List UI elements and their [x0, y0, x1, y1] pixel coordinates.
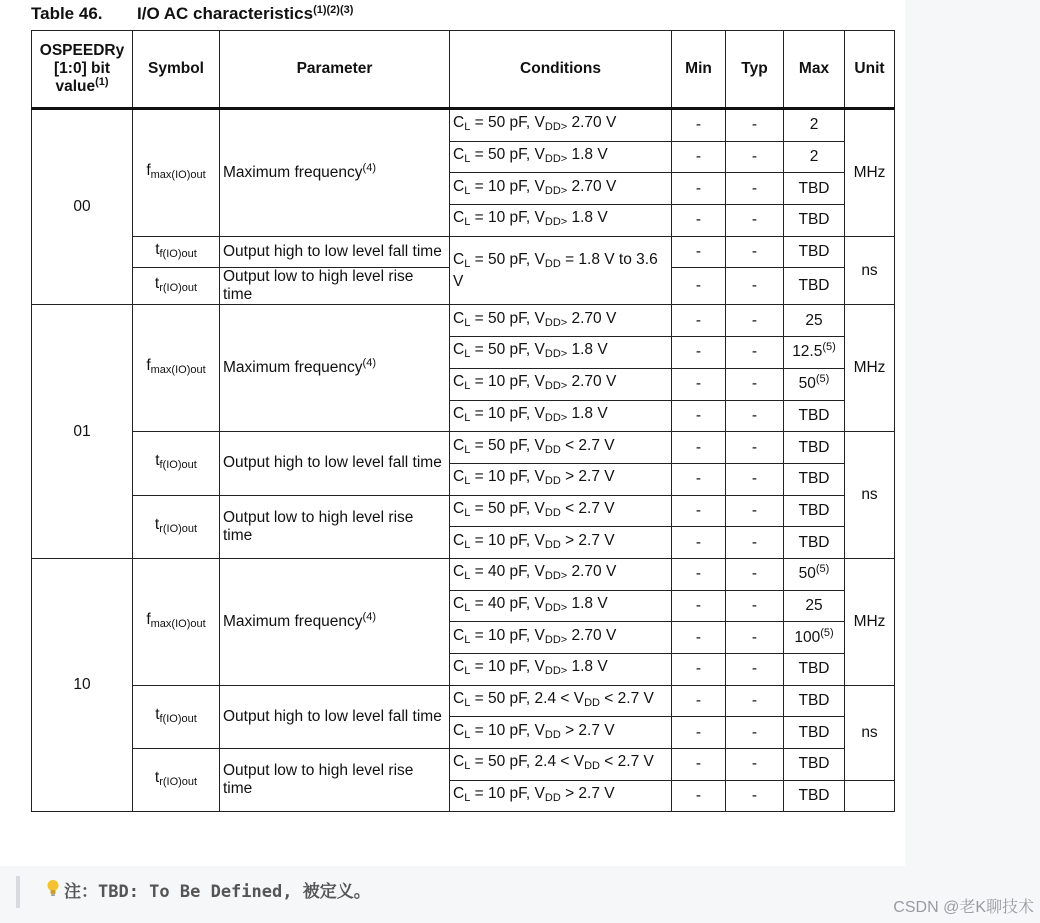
parameter-fall-time: Output high to low level fall time — [220, 236, 450, 268]
typ-value: - — [726, 236, 784, 268]
min-value: - — [672, 527, 726, 559]
max-value: 50$^{(5)}$ — [784, 558, 845, 590]
max-value: TBD — [784, 205, 845, 237]
condition-cell: $C_L = 10$ pF, $V_{DD>}$ 1.8 V — [450, 400, 672, 432]
min-value: - — [672, 780, 726, 812]
min-value: - — [672, 463, 726, 495]
condition-cell: $C_L = 10$ pF, $V_{DD} > 2.7$ V — [450, 527, 672, 559]
header-symbol: Symbol — [133, 31, 220, 109]
tip-text: 注：TBD: To Be Defined, 被定义。 — [64, 882, 371, 902]
io-ac-table — [31, 30, 895, 812]
condition-cell: $C_L = 10$ pF, $V_{DD>}$ 1.8 V — [450, 654, 672, 686]
max-value: TBD — [784, 432, 845, 464]
typ-value: - — [726, 463, 784, 495]
condition-cell: $C_L = 40$ pF, $V_{DD>}$ 1.8 V — [450, 590, 672, 622]
typ-value: - — [726, 400, 784, 432]
max-value: TBD — [784, 268, 845, 305]
typ-value: - — [726, 749, 784, 781]
parameter-rise-time: Output low to high level rise time — [220, 495, 450, 558]
max-value: 50$^{(5)}$ — [784, 368, 845, 400]
max-value: TBD — [784, 173, 845, 205]
header-max: Max — [784, 31, 845, 109]
ospeed-value: 01 — [32, 305, 133, 559]
header-ospeed: OSPEEDRy [1:0] bit value$^{(1)}$ — [32, 31, 133, 109]
parameter-max-frequency: Maximum frequency$^{(4)}$ — [220, 305, 450, 432]
min-value: - — [672, 305, 726, 337]
condition-cell: $C_L = 50$ pF, $2.4 < V_{DD} < 2.7$ V — [450, 749, 672, 781]
min-value: - — [672, 622, 726, 654]
lightbulb-icon — [46, 876, 64, 908]
condition-cell: $C_L = 10$ pF, $V_{DD>}$ 2.70 V — [450, 368, 672, 400]
max-value: 12.5$^{(5)}$ — [784, 337, 845, 369]
parameter-rise-time: Output low to high level rise time — [220, 749, 450, 812]
condition-cell: $C_L = 10$ pF, $V_{DD} > 2.7$ V — [450, 463, 672, 495]
table-row — [32, 305, 895, 337]
typ-value: - — [726, 780, 784, 812]
typ-value: - — [726, 432, 784, 464]
typ-value: - — [726, 495, 784, 527]
table-caption — [31, 4, 353, 24]
header-row — [32, 31, 895, 109]
max-value: TBD — [784, 236, 845, 268]
typ-value: - — [726, 337, 784, 369]
min-value: - — [672, 141, 726, 173]
max-value: 100$^{(5)}$ — [784, 622, 845, 654]
condition-cell: $C_L = 10$ pF, $V_{DD} > 2.7$ V — [450, 717, 672, 749]
condition-cell: $C_L = 10$ pF, $V_{DD>}$ 2.70 V — [450, 173, 672, 205]
parameter-fall-time: Output high to low level fall time — [220, 685, 450, 748]
typ-value: - — [726, 305, 784, 337]
min-value: - — [672, 268, 726, 305]
header-min: Min — [672, 31, 726, 109]
symbol-fmax: $f_{max(IO)out}$ — [133, 558, 220, 685]
watermark: CSDN @老K聊技术 — [893, 899, 1034, 916]
min-value: - — [672, 749, 726, 781]
typ-value: - — [726, 558, 784, 590]
max-value: 2 — [784, 141, 845, 173]
table-row — [32, 495, 895, 527]
min-value: - — [672, 109, 726, 142]
symbol-tf: $t_{f(IO)out}$ — [133, 432, 220, 495]
min-value: - — [672, 205, 726, 237]
symbol-tr: $t_{r(IO)out}$ — [133, 495, 220, 558]
symbol-fmax: $f_{max(IO)out}$ — [133, 305, 220, 432]
max-value: TBD — [784, 495, 845, 527]
symbol-tf: $t_{f(IO)out}$ — [133, 685, 220, 748]
table-row — [32, 749, 895, 781]
ospeed-value: 10 — [32, 558, 133, 812]
parameter-max-frequency: Maximum frequency$^{(4)}$ — [220, 558, 450, 685]
unit-value: MHz — [845, 109, 895, 237]
min-value: - — [672, 495, 726, 527]
condition-cell: $C_L = 10$ pF, $V_{DD>}$ 1.8 V — [450, 205, 672, 237]
table-title: I/O AC characteristics — [137, 4, 314, 23]
table-row — [32, 685, 895, 717]
max-value: TBD — [784, 749, 845, 781]
table-row — [32, 109, 895, 142]
table-title-refs: (1)(2)(3) — [313, 4, 354, 16]
header-typ: Typ — [726, 31, 784, 109]
unit-empty — [845, 780, 895, 812]
min-value: - — [672, 654, 726, 686]
min-value: - — [672, 590, 726, 622]
typ-value: - — [726, 268, 784, 305]
typ-value: - — [726, 109, 784, 142]
max-value: TBD — [784, 780, 845, 812]
condition-cell: $C_L = 10$ pF, $V_{DD>}$ 2.70 V — [450, 622, 672, 654]
condition-cell: $C_L = 50$ pF, $V_{DD} = 1.8$ V to 3.6 V — [450, 236, 672, 305]
min-value: - — [672, 236, 726, 268]
min-value: - — [672, 368, 726, 400]
typ-value: - — [726, 173, 784, 205]
condition-cell: $C_L = 50$ pF, $V_{DD} < 2.7$ V — [450, 432, 672, 464]
symbol-tr: $t_{r(IO)out}$ — [133, 749, 220, 812]
min-value: - — [672, 400, 726, 432]
parameter-fall-time: Output high to low level fall time — [220, 432, 450, 495]
table-row — [32, 432, 895, 464]
min-value: - — [672, 173, 726, 205]
symbol-fmax: $f_{max(IO)out}$ — [133, 109, 220, 237]
symbol-tr: $t_{r(IO)out}$ — [133, 268, 220, 305]
typ-value: - — [726, 527, 784, 559]
table-row — [32, 558, 895, 590]
unit-value: ns — [845, 432, 895, 559]
typ-value: - — [726, 141, 784, 173]
condition-cell: $C_L = 10$ pF, $V_{DD} > 2.7$ V — [450, 780, 672, 812]
table-row — [32, 236, 895, 268]
condition-cell: $C_L = 50$ pF, $V_{DD>}$ 1.8 V — [450, 141, 672, 173]
typ-value: - — [726, 590, 784, 622]
max-value: 2 — [784, 109, 845, 142]
condition-cell: $C_L = 50$ pF, $V_{DD>}$ 2.70 V — [450, 109, 672, 142]
max-value: TBD — [784, 400, 845, 432]
condition-cell: $C_L = 50$ pF, $2.4 < V_{DD} < 2.7$ V — [450, 685, 672, 717]
max-value: TBD — [784, 654, 845, 686]
max-value: TBD — [784, 685, 845, 717]
typ-value: - — [726, 205, 784, 237]
parameter-max-frequency: Maximum frequency$^{(4)}$ — [220, 109, 450, 237]
header-unit: Unit — [845, 31, 895, 109]
typ-value: - — [726, 654, 784, 686]
table-number: Table 46. — [31, 4, 103, 23]
condition-cell: $C_L = 40$ pF, $V_{DD>}$ 2.70 V — [450, 558, 672, 590]
max-value: 25 — [784, 590, 845, 622]
ospeed-value: 00 — [32, 109, 133, 305]
unit-value: MHz — [845, 305, 895, 432]
symbol-tf: $t_{f(IO)out}$ — [133, 236, 220, 268]
typ-value: - — [726, 717, 784, 749]
min-value: - — [672, 717, 726, 749]
min-value: - — [672, 337, 726, 369]
unit-value: ns — [845, 685, 895, 780]
condition-cell: $C_L = 50$ pF, $V_{DD>}$ 1.8 V — [450, 337, 672, 369]
max-value: TBD — [784, 717, 845, 749]
max-value: TBD — [784, 463, 845, 495]
unit-value: ns — [845, 236, 895, 305]
min-value: - — [672, 558, 726, 590]
tip-note — [16, 876, 371, 908]
unit-value: MHz — [845, 558, 895, 685]
min-value: - — [672, 685, 726, 717]
max-value: TBD — [784, 527, 845, 559]
condition-cell: $C_L = 50$ pF, $V_{DD} < 2.7$ V — [450, 495, 672, 527]
header-conditions: Conditions — [450, 31, 672, 109]
header-parameter: Parameter — [220, 31, 450, 109]
typ-value: - — [726, 368, 784, 400]
typ-value: - — [726, 685, 784, 717]
max-value: 25 — [784, 305, 845, 337]
parameter-rise-time: Output low to high level rise time — [220, 268, 450, 305]
typ-value: - — [726, 622, 784, 654]
min-value: - — [672, 432, 726, 464]
condition-cell: $C_L = 50$ pF, $V_{DD>}$ 2.70 V — [450, 305, 672, 337]
